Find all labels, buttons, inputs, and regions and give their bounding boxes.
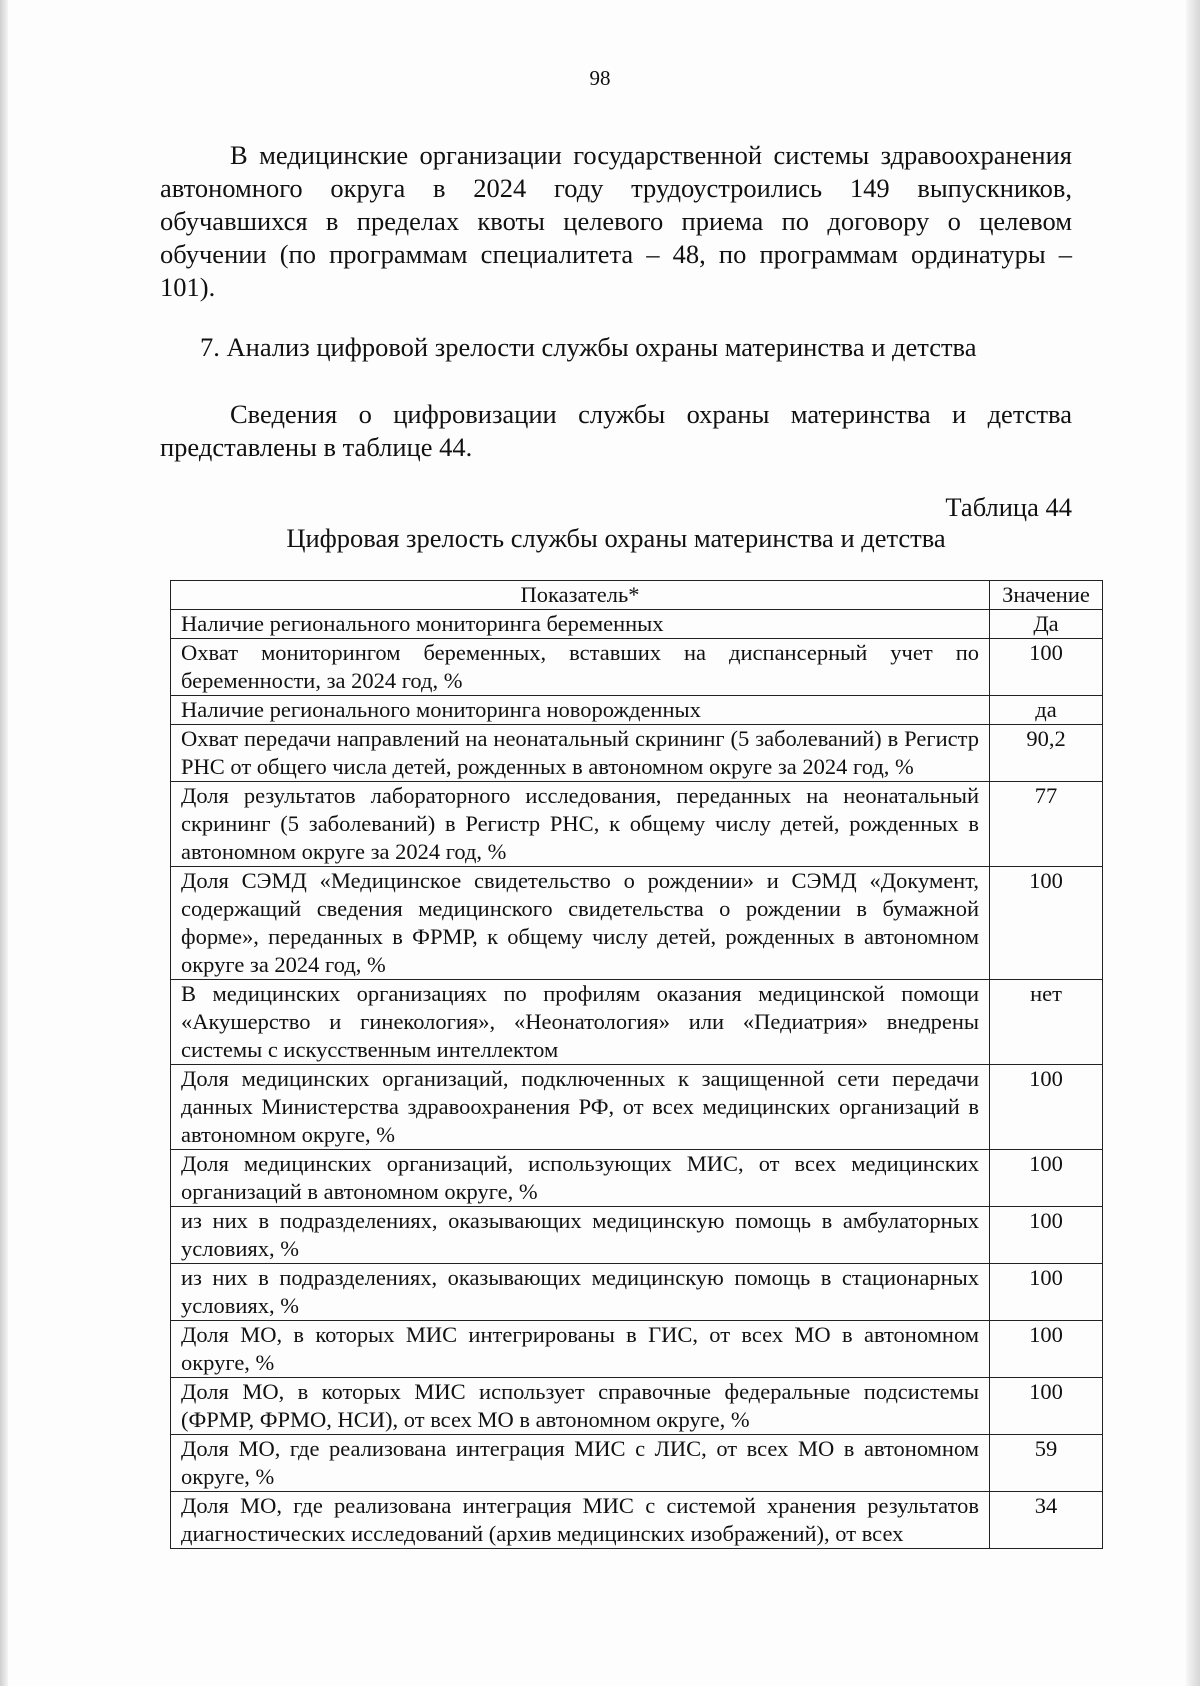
- scan-edge-left: [0, 0, 8, 1686]
- row-indicator: Доля МО, где реализована интеграция МИС с системой хранения результатов диагностических исследований (архив медицинских изображений), от всех: [171, 1492, 990, 1549]
- table-row: [171, 782, 1103, 867]
- table-label: Таблица 44: [945, 492, 1072, 522]
- table-row: [171, 1378, 1103, 1435]
- row-indicator: Доля медицинских организаций, подключенных к защищенной сети передачи данных Министерства здравоохранения РФ, от всех медицинских организаций в автономном округе, %: [171, 1065, 990, 1150]
- table-row: [171, 1264, 1103, 1321]
- paragraph-table-intro: Сведения о цифровизации службы охраны материнства и детства представлены в таблице 44.: [160, 399, 1072, 462]
- table-row: [171, 980, 1103, 1065]
- row-value: 100: [990, 1065, 1103, 1150]
- row-indicator: Доля МО, в которых МИС интегрированы в ГИС, от всех МО в автономном округе, %: [171, 1321, 990, 1378]
- row-value: 59: [990, 1435, 1103, 1492]
- column-header-value: Значение: [990, 581, 1103, 610]
- page-number: 98: [589, 66, 611, 90]
- row-indicator: из них в подразделениях, оказывающих медицинскую помощь в стационарных условиях, %: [171, 1264, 990, 1321]
- row-value: 100: [990, 1207, 1103, 1264]
- table-row: [171, 725, 1103, 782]
- row-value: 100: [990, 867, 1103, 980]
- row-value: 100: [990, 1264, 1103, 1321]
- row-indicator: Наличие регионального мониторинга беременных: [171, 610, 990, 639]
- table-row: [171, 696, 1103, 725]
- table-row: [171, 1065, 1103, 1150]
- row-value: 100: [990, 1378, 1103, 1435]
- table-row: [171, 867, 1103, 980]
- row-value: 100: [990, 1321, 1103, 1378]
- table-row: [171, 1492, 1103, 1549]
- row-value: 77: [990, 782, 1103, 867]
- row-value: 90,2: [990, 725, 1103, 782]
- column-header-indicator: Показатель*: [171, 581, 990, 610]
- scan-edge-right: [1186, 0, 1200, 1686]
- row-indicator: В медицинских организациях по профилям оказания медицинской помощи «Акушерство и гинекология», «Неонатология» или «Педиатрия» внедрены системы с искусственным интеллектом: [171, 980, 990, 1065]
- table-row: [171, 610, 1103, 639]
- row-indicator: Доля МО, в которых МИС использует справочные федеральные подсистемы (ФРМР, ФРМО, НСИ), от всех МО в автономном округе, %: [171, 1378, 990, 1435]
- row-indicator: Охват передачи направлений на неонатальный скрининг (5 заболеваний) в Регистр РНС от общего числа детей, рожденных в автономном округе за 2024 год, %: [171, 725, 990, 782]
- row-value: да: [990, 696, 1103, 725]
- digital-maturity-table: [170, 580, 1103, 1549]
- row-indicator: Доля МО, где реализована интеграция МИС с ЛИС, от всех МО в автономном округе, %: [171, 1435, 990, 1492]
- row-indicator: Доля результатов лабораторного исследования, переданных на неонатальный скрининг (5 заболеваний) в Регистр РНС, к общему числу детей, рожденных в автономном округе за 2024 год, %: [171, 782, 990, 867]
- table-row: [171, 639, 1103, 696]
- row-value: Да: [990, 610, 1103, 639]
- row-value: нет: [990, 980, 1103, 1065]
- table-title: Цифровая зрелость службы охраны материнства и детства: [286, 523, 946, 553]
- row-value: 34: [990, 1492, 1103, 1549]
- row-indicator: из них в подразделениях, оказывающих медицинскую помощь в амбулаторных условиях, %: [171, 1207, 990, 1264]
- table-row: [171, 1207, 1103, 1264]
- row-indicator: Наличие регионального мониторинга новорожденных: [171, 696, 990, 725]
- section-heading: 7. Анализ цифровой зрелости службы охраны материнства и детства: [200, 332, 977, 362]
- row-value: 100: [990, 639, 1103, 696]
- table-row: [171, 1435, 1103, 1492]
- row-indicator: Доля СЭМД «Медицинское свидетельство о рождении» и СЭМД «Документ, содержащий сведения медицинского свидетельства о рождении в бумажной форме», переданных в ФРМР, к общему числу детей, рожденных в автономном округе за 2024 год, %: [171, 867, 990, 980]
- table-row: [171, 1321, 1103, 1378]
- row-value: 100: [990, 1150, 1103, 1207]
- row-indicator: Охват мониторингом беременных, вставших на диспансерный учет по беременности, за 2024 год, %: [171, 639, 990, 696]
- row-indicator: Доля медицинских организаций, использующих МИС, от всех медицинских организаций в автономном округе, %: [171, 1150, 990, 1207]
- paragraph-graduates: В медицинские организации государственной системы здравоохранения автономного округа в 2024 году трудоустроились 149 выпускников, обучавшихся в пределах квоты целевого приема по договору о целевом обучении (по программам специалитета – 48, по программам ординатуры – 101).: [160, 140, 1072, 302]
- table-row: [171, 1150, 1103, 1207]
- table-header-row: [171, 581, 1103, 610]
